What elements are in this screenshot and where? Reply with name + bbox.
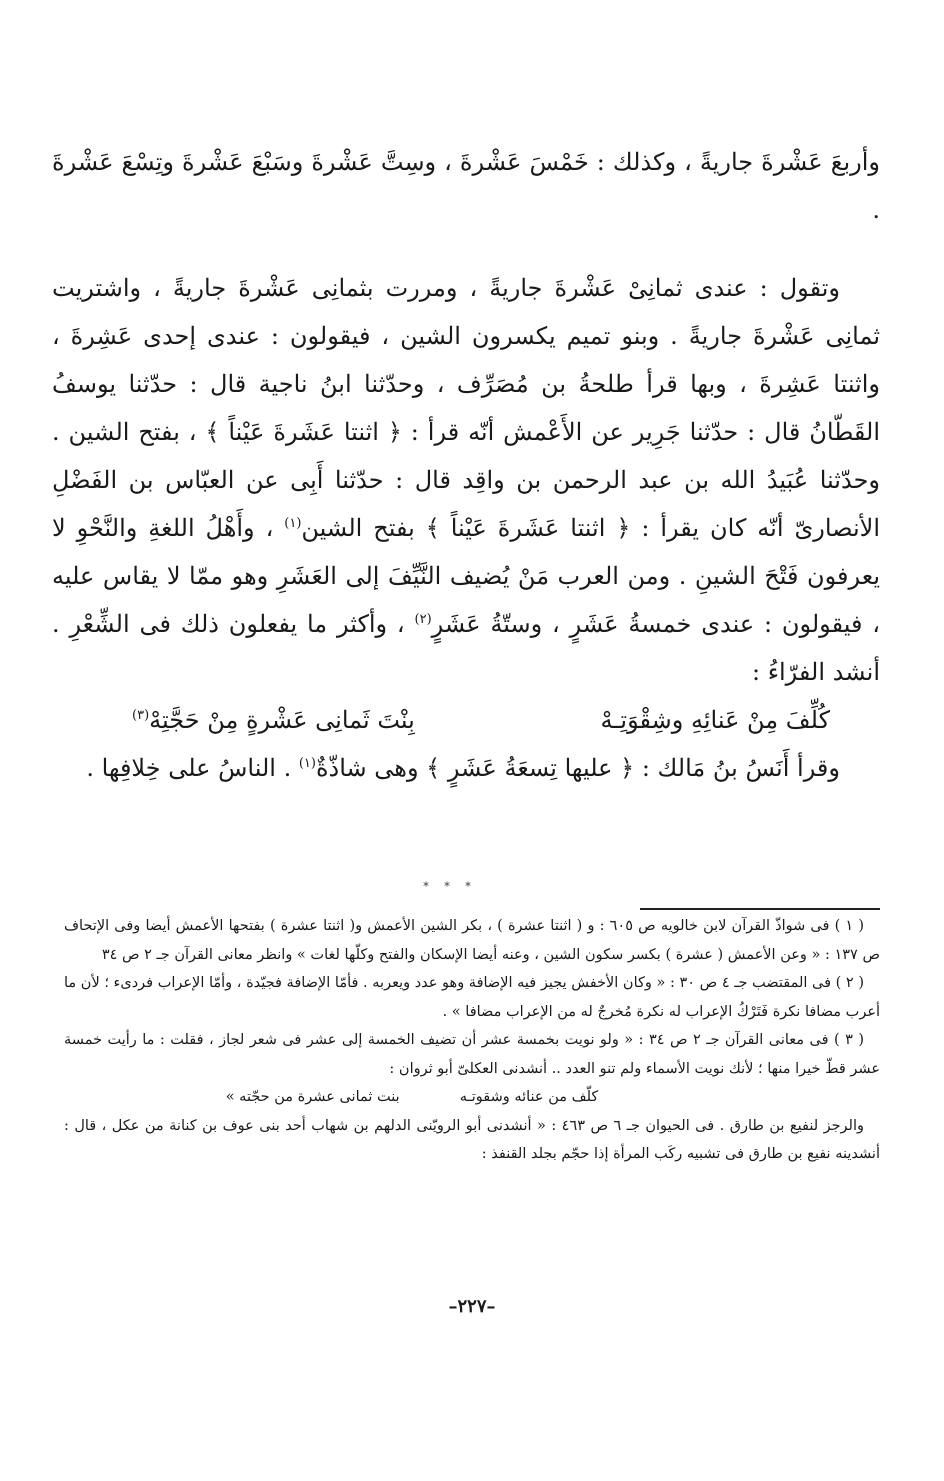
paragraph-2	[52, 264, 880, 696]
footnote-ref-3: (٣)	[132, 708, 150, 723]
footnote-1: ( ١ ) فى شواذّ القرآن لابن خالويه ص ٦٠٥ : و ( اثنتا عشرة ) ، بكر الشين الأعمش و( اثنتا عشرة ) بفتحها الأعمش أيضا وفى الإتحاف ص ١٣٧ : « وعن الأعمش ( عشرة ) بكسر سكون الشين ، وعنه أيضا الإسكان والفتح وكلّها لغات » وانظر معانى القرآن جـ ٢ ص ٣٤	[64, 918, 880, 963]
main-text	[52, 138, 880, 792]
paragraph-2-part-a: وتقول : عندى ثمانِىْ عَشْرةَ جاريةً ، ومررت بثمانِى عَشْرةَ جاريةً ، واشتريت ثمانِى عَشْرةَ جاريةً . وبنو تميم يكسرون الشين ، فيقولون : عندى إحدى عَشِرةَ ، واثنتا عَشِرةَ ، وبها قرأ طلحةُ بن مُصَرِّف ، وحدّثنا ابنُ ناجية قال : حدّثنا يوسفُ القَطّانُ قال : حدّثنا جَرِير عن الأَعْمش أنّه قرأ : ﴿ اثنتا عَشَرةَ عَيْناً ﴾ ، بفتح الشين . وحدّثنا عُبَيدُ الله بن عبد الرحمن بن واقِد قال : حدّثنا أَبِى عن العبّاس بن الفَضْلِ الأنصارىّ أنّه كان يقرأ : ﴿ اثنتا عَشَرةَ عَيْناً ﴾ بفتح الشين	[52, 274, 880, 542]
poem-verse	[52, 696, 880, 744]
paragraph-2-part-c: ، وأكثر ما يفعلون ذلك فى الشِّعْرِ . أنشد الفرّاءُ :	[52, 610, 880, 686]
paragraph-1: وأربعَ عَشْرةَ جاريةً ، وكذلك : خَمْسَ عَشْرةَ ، وسِتَّ عَشْرةَ وسَبْعَ عَشْرةَ وتِسْعَ عَشْرةَ .	[52, 148, 880, 224]
paragraph-3-part-a: وقرأ أَنَسُ بنُ مَالك : ﴿ عليها تِسعَةُ عَشَرٍ ﴾ وهى شاذّةٌ	[315, 754, 840, 782]
footnote-2: ( ٢ ) فى المقتضب جـ ٤ ص ٣٠ : « وكان الأخفش يجيز فيه الإضافة وهو عدد ويعربه . فأمّا الإضافة فجيّدة ، وأمّا الإعراب فردىء ؛ لأن ما أعرب مضافا نكرة فَتَرْكُ الإعراب له نكرة مُخرجٌ له من الإعراب مضافا » .	[64, 975, 880, 1020]
verse-second-hemistich	[132, 696, 415, 744]
footnote-3-verse	[64, 1083, 880, 1112]
page-number: –٢٢٧–	[448, 1296, 496, 1317]
paragraph-3	[52, 744, 880, 792]
footnote-ref-2: (٢)	[414, 612, 432, 627]
verse-first-hemistich: كُلِّفَ مِنْ عَنائِهِ وشِقْوَتِـهْ	[600, 706, 830, 734]
verse-second-hemistich-text: بِنْتَ ثَمانِى عَشْرةٍ مِنْ حَجَّتِهْ	[149, 706, 415, 734]
footnote-verse-first: كلّف من عنائه وشقوتـه	[459, 1089, 599, 1105]
section-separator: * * *	[423, 880, 477, 893]
footnote-ref-1b: (١)	[298, 756, 316, 771]
footnote-divider	[640, 908, 880, 910]
paragraph-3-part-b: . الناسُ على خِلافِها .	[86, 754, 299, 782]
footnote-3: ( ٣ ) فى معانى القرآن جـ ٢ ص ٣٤ : « ولو نويت بخمسة عشر أن تضيف الخمسة إلى عشر فى شعر لجاز ، فقلت : ما رأيت خمسة عشر قطّ خيرا منها ؛ لأنك نويت الأسماء ولم تنو العدد .. أنشدنى العكلىّ أبو ثروان :	[64, 1032, 880, 1077]
paragraph-2-part-b: ، وأَهْلُ اللغةِ والنَّحْوِ لا يعرفون فَتْحَ الشينِ . ومن العرب مَنْ يُضيف النَّيِّفَ إلى العَشَرِ وهو ممّا لا يقاس عليه ، فيقولون : عندى خمسةُ عَشَرٍ ، وستّةُ عَشَرٍ	[52, 514, 880, 638]
footnote-verse-second: بنت ثمانى عشرة من حجّته »	[225, 1089, 400, 1105]
footnote-3-continuation: والرجز لنفيع بن طارق . فى الحيوان جـ ٦ ص ٤٦٣ : « أنشدنى أبو الرويّنى الدلهم بن شهاب أحد بنى عوف بن كنانة من عكل ، قال : أنشدينه نفيع بن طارق فى تشبيه ركَب المرأة إذا حجّم بجلد القنفذ :	[64, 1117, 880, 1162]
footnote-ref-1: (١)	[284, 516, 302, 531]
footnotes	[64, 912, 880, 1169]
